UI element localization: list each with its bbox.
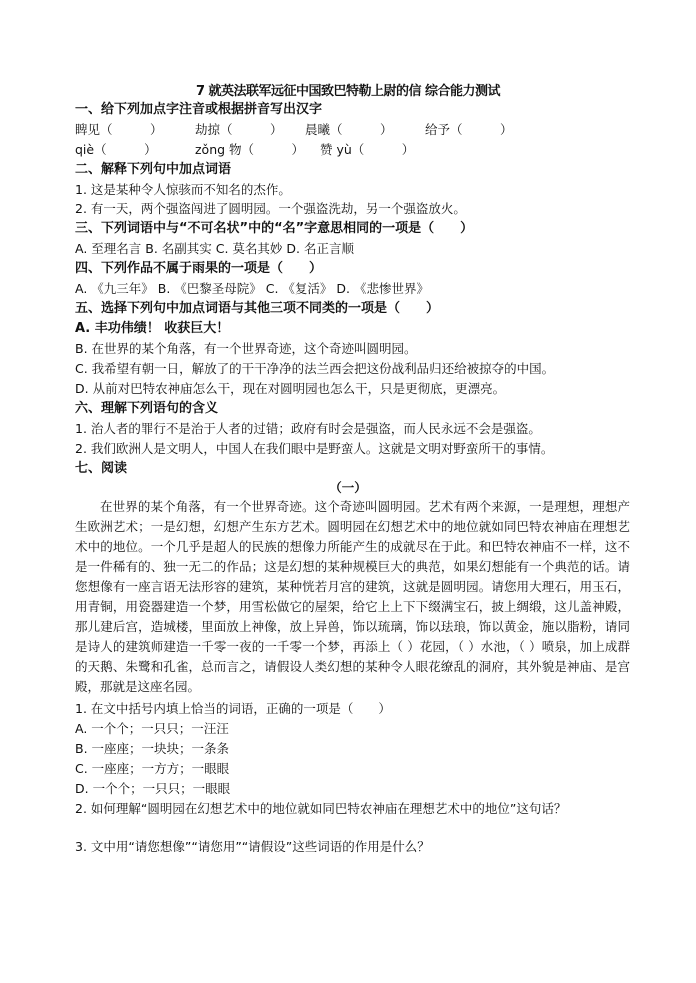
section-5-heading: 五、选择下列句中加点词语与其他三项不同类的一项是（ ） — [75, 301, 440, 316]
blank-item: zǒng 物（ ） — [195, 142, 305, 157]
question-line: 1. 治人者的罪行不是治于人者的过错；政府有时会是强盗，而人民永远不会是强盗。 — [75, 421, 541, 436]
options-line: A. 至理名言 B. 名副其实 C. 莫名其妙 D. 名正言顺 — [75, 241, 354, 256]
q1-option-b: B. 一座座；一块块；一条条 — [75, 741, 230, 756]
blank-item: 给予（ ） — [425, 122, 513, 137]
question-2: 2. 如何理解“圆明园在幻想艺术中的地位就如同巴特农神庙在理想艺术中的地位”这句话？ — [75, 801, 567, 816]
option-d: D. 从前对巴特农神庙怎么干，现在对圆明园也怎么干，只是更彻底，更漂亮。 — [75, 381, 506, 396]
question-3: 3. 文中用“请您想像”“请您用”“请假设”这些词语的作用是什么？ — [75, 839, 430, 854]
section-1-heading: 一、给下列加点字注音或根据拼音写出汉字 — [75, 102, 323, 117]
option-b: B. 在世界的某个角落，有一个世界奇迹，这个奇迹叫圆明园。 — [75, 341, 417, 356]
q1-option-a: A. 一个个；一只只；一汪汪 — [75, 721, 229, 736]
question-line: 1. 这是某种令人惊骇而不知名的杰作。 — [75, 182, 291, 197]
blank-item: qiè（ ） — [75, 142, 157, 157]
q1-option-d: D. 一个个；一只只；一眼眼 — [75, 781, 231, 796]
blank-item: 晨曦（ ） — [305, 122, 393, 137]
blank-item: 赞 yù（ ） — [320, 142, 415, 157]
options-line: A. 《九三年》 B. 《巴黎圣母院》 C. 《复活》 D. 《悲惨世界》 — [75, 281, 429, 296]
question-1: 1. 在文中括号内填上恰当的词语，正确的一项是（ ） — [75, 701, 391, 716]
question-line: 2. 我们欧洲人是文明人，中国人在我们眼中是野蛮人。这就是文明对野蛮所干的事情。 — [75, 441, 554, 456]
section-2-heading: 二、解释下列句中加点词语 — [75, 162, 232, 177]
question-line: 2. 有一天，两个强盗闯进了圆明园。一个强盗洗劫，另一个强盗放火。 — [75, 201, 466, 216]
page-title: 7 就英法联军远征中国致巴特勒上尉的信 综合能力测试 — [195, 84, 501, 99]
section-6-heading: 六、理解下列语句的含义 — [75, 401, 219, 416]
option-c: C. 我希望有朝一日，解放了的干干净净的法兰西会把这份战利品归还给被掠夺的中国。 — [75, 361, 555, 376]
reading-passage: 在世界的某个角落，有一个世界奇迹。这个奇迹叫圆明园。艺术有两个来源，一是理想，理想产生欧洲艺术；一是幻想，幻想产生东方艺术。圆明园在幻想艺术中的地位就如同巴特农神庙在理想艺术中的地位。一个几乎是超人的民族的想像力所能产生的成就尽在于此。和巴特农神庙不一样，这不是一件稀有的、独一无二的作品；这是幻想的某种规模巨大的典范，如果幻想能有一个典范的话。请您想像有一座言语无法形容的建筑，某种恍若月宫的建筑，这就是圆明园。请您用大理石，用玉石，用青铜，用瓷器建造一个梦，用雪松做它的屋架，给它上上下下缀满宝石，披上绸缎，这儿盖神殿，那儿建后宫，造城楼，里面放上神像，放上异兽，饰以琉璃，饰以珐琅，饰以黄金，施以脂粉，请同是诗人的建筑师建造一千零一夜的一千零一个梦，再添上（ ）花园，（ ）水池，（ ）喷泉，加上成群的天鹅、朱鹭和孔雀，总而言之，请假设人类幻想的某种令人眼花缭乱的洞府，其外貌是神庙、是宫殿，那就是这座名园。 — [75, 499, 630, 694]
section-3-heading: 三、下列词语中与“不可名状”中的“名”字意思相同的一项是（ ） — [75, 221, 474, 236]
passage-part-label: （一） — [329, 480, 367, 495]
blank-item: 劫掠（ ） — [195, 122, 283, 137]
section-7-heading: 七、阅读 — [75, 461, 128, 476]
q1-option-c: C. 一座座；一方方；一眼眼 — [75, 761, 230, 776]
option-a: A. 丰功伟绩！ 收获巨大！ — [75, 321, 230, 336]
section-4-heading: 四、下列作品不属于雨果的一项是（ ） — [75, 261, 323, 276]
blank-item: 睥见（ ） — [75, 122, 163, 137]
